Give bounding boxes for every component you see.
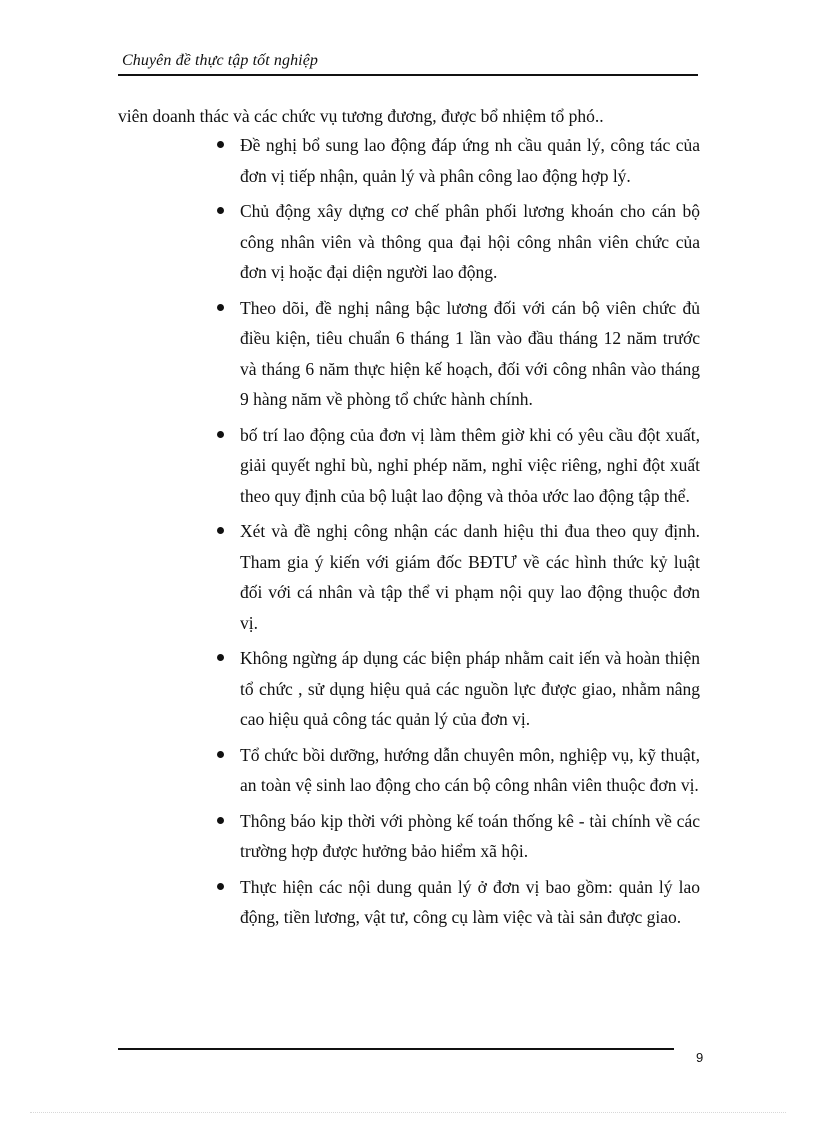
list-item-text: Theo dõi, đề nghị nâng bậc lương đối với cán bộ viên chức đủ điều kiện, tiêu chuẩn 6 tháng 1 lần vào đầu tháng 12 năm trước và tháng 6 năm thực hiện kế hoạch, đối với công nhân vào tháng 9 hàng năm về phòng tổ chức hành chính. bbox=[240, 297, 700, 409]
bullet-dot-icon bbox=[217, 207, 224, 214]
bullet-dot-icon bbox=[217, 304, 224, 311]
bullet-dot-icon bbox=[217, 817, 224, 824]
list-item bbox=[118, 872, 700, 933]
bullet-dot-icon bbox=[217, 141, 224, 148]
list-item-text: Tổ chức bồi dưỡng, hướng dẫn chuyên môn, nghiệp vụ, kỹ thuật, an toàn vệ sinh lao động cho cán bộ công nhân viên thuộc đơn vị. bbox=[240, 744, 700, 795]
list-item bbox=[118, 740, 700, 801]
list-item bbox=[118, 643, 700, 735]
list-item bbox=[118, 293, 700, 415]
page-edge-divider bbox=[30, 1112, 786, 1113]
bullet-list bbox=[118, 130, 700, 938]
list-item bbox=[118, 516, 700, 638]
list-item-text: Đề nghị bổ sung lao động đáp ứng nh cầu quản lý, công tác của đơn vị tiếp nhận, quản lý và phân công lao động hợp lý. bbox=[240, 135, 700, 186]
continuation-line: viên doanh thác và các chức vụ tương đương, được bổ nhiệm tổ phó.. bbox=[118, 106, 604, 126]
page-header-title: Chuyên đề thực tập tốt nghiệp bbox=[122, 52, 319, 69]
list-item-text: Không ngừng áp dụng các biện pháp nhằm cait iến và hoàn thiện tổ chức , sử dụng hiệu quả các nguồn lực được giao, nhằm nâng cao hiệu quả công tác quản lý của đơn vị. bbox=[240, 648, 700, 729]
bullet-dot-icon bbox=[217, 527, 224, 534]
bullet-dot-icon bbox=[217, 654, 224, 661]
list-item bbox=[118, 420, 700, 512]
bullet-dot-icon bbox=[217, 431, 224, 438]
page-number: 9 bbox=[696, 1050, 704, 1065]
list-item-text: Thông báo kịp thời với phòng kế toán thống kê - tài chính về các trường hợp được hưởng bảo hiểm xã hội. bbox=[240, 810, 700, 861]
bullet-dot-icon bbox=[217, 751, 224, 758]
list-item-text: Xét và đề nghị công nhận các danh hiệu thi đua theo quy định. Tham gia ý kiến với giám đốc BĐTƯ về các hình thức kỷ luật đối với cá nhân và tập thể vi phạm nội quy lao động thuộc đơn vị. bbox=[240, 521, 700, 633]
list-item-text: bố trí lao động của đơn vị làm thêm giờ khi có yêu cầu đột xuất, giải quyết nghỉ bù, nghỉ phép năm, nghỉ việc riêng, nghỉ đột xuất theo quy định của bộ luật lao động và thỏa ước lao động tập thể. bbox=[240, 424, 700, 506]
list-item bbox=[118, 806, 700, 867]
list-item-text: Thực hiện các nội dung quản lý ở đơn vị bao gồm: quản lý lao động, tiền lương, vật tư, công cụ làm việc và tài sản được giao. bbox=[240, 876, 700, 927]
list-item bbox=[118, 196, 700, 288]
header-rule bbox=[118, 74, 698, 76]
footer-rule bbox=[118, 1048, 674, 1050]
bullet-dot-icon bbox=[217, 883, 224, 890]
list-item bbox=[118, 130, 700, 191]
list-item-text: Chủ động xây dựng cơ chế phân phối lương khoán cho cán bộ công nhân viên và thông qua đại hội công nhân viên chức của đơn vị hoặc đại diện người lao động. bbox=[240, 201, 700, 282]
